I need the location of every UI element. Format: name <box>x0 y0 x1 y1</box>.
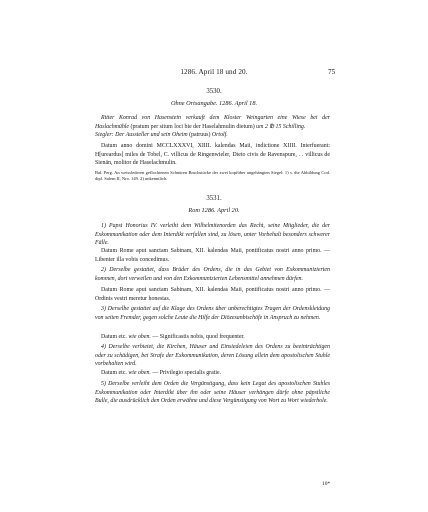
datum-3-c: — Significastis nobis, quod frequenter. <box>152 334 245 340</box>
doc-3531-item-5: 5) Derselbe verleiht dem Orden die Vergünstigung, dass kein Legat des apostolischen Stuhles Exkommunikation oder Interdikt über ihn oder seine Häuser verhängen dürfe ohne päpstliche Bulle, die ausdrücklich den Orden erwähne und diese Vergünstigung von Wort zu Wort wiederhole. <box>95 381 330 405</box>
summary-end: um 2 ℔ 15 Schilling. <box>256 123 306 130</box>
doc-3530-note: Bal. Perg. An weisslederen geflochtenen Schnüren Bruchstücke der zwei kopfüber angehängten Siegel: 1) s. die Abbildung Cod. dipl. Salem II, Nro. 149. 2) unkenntlich. <box>95 170 330 182</box>
datum-3-b: wie oben. <box>128 334 151 340</box>
page-number: 75 <box>328 68 336 76</box>
doc-3531-item-1: 1) Papst Honorius IV. verleiht dem Wilhelmitenorden das Recht, seine Mitglieder, die der Exkommunikation oder dem Interdikt verfallen sind, zu lösen, unter Vorbehalt besonders schwerer Fälle. <box>95 223 330 247</box>
datum-4-c: — Privilegio specialis gratie. <box>152 370 222 376</box>
datum-4-b: wie oben. <box>128 370 151 376</box>
doc-3531-item-2: 2) Derselbe gestattet, dass Brüder des Ordens, die in das Gebiet von Exkommunizierten kommen, dort verweilen und von den Exkommunizierten Lebensmittel annehmen dürfen. <box>95 267 330 282</box>
doc-3531-datum-1: Datum Rome aput sanctam Sabinam, XII. kalendas Maii, pontificatus nostri anno primo. — Libenter illa vobis concedimus. <box>95 248 330 263</box>
sheet-mark: 10* <box>322 481 331 487</box>
doc-3531-item-4: 4) Derselbe verbietet, die Kirchen, Häuser und Einsiedeleien des Ordens zu beeinträchtigen oder zu schädigen, bei Strafe der Exkommunikation, deren Lösung allein dem apostolischen Stuhle vorbehalten wird. <box>95 344 330 368</box>
doc-3531-datum-3 <box>95 333 330 342</box>
datum-3-a: Datum etc. <box>101 334 127 340</box>
doc-3531-datum-4 <box>95 369 330 378</box>
summary-italic: Ritter Konrad von Hasenstein verkauft dem Kloster Weingarten eine Wiese bei der Haslachmühle <box>95 115 330 130</box>
doc-3530-subtitle: Ohne Ortsangabe. 1286. April 18. <box>170 100 258 107</box>
sealer-italic: Siegler: Der Aussteller und sein Oheim <box>95 132 188 139</box>
doc-number-3531: 3531. <box>206 195 222 202</box>
doc-3530-summary <box>95 114 330 140</box>
doc-3531-datum-2: Datum Rome aput sanctam Sabinam, XII. kalendas Maii, pontificatus nostri anno primo. — Ordinis vestri meretur honestas. <box>95 287 330 302</box>
sealer-latin: (patruus) <box>189 132 211 139</box>
datum-4-a: Datum etc. <box>101 370 127 376</box>
doc-3531-item-3: 3) Derselbe gestattet auf die Klage des Ordens über unberechtigtes Tragen der Ordenskleidung von seiten Fremder, gegen solche Leute die Hilfe der Diözesanbischöfe in Anspruch zu nehmen. <box>95 306 330 321</box>
doc-3531-subtitle: Rom 1286. April 20. <box>188 207 240 214</box>
sealer-end: Ortolf. <box>211 132 228 139</box>
doc-number-3530: 3530. <box>206 88 222 95</box>
summary-latin: (pratum per situm loci bie der Haselahmulin dietum) <box>130 123 255 130</box>
running-title: 1286. April 18 und 20. <box>180 68 248 76</box>
doc-3530-text: Datum anno domini MCCLXXXVI, XIIII. kalendas Maii, indictione XIIII. Interfuerant: H[ureardus] miles de Tobel, C. villicus de Ringenwieler, Dieto civis de Ravenspure, . . villicus de Sienän, molitor de Haselachmulin. <box>95 143 330 167</box>
